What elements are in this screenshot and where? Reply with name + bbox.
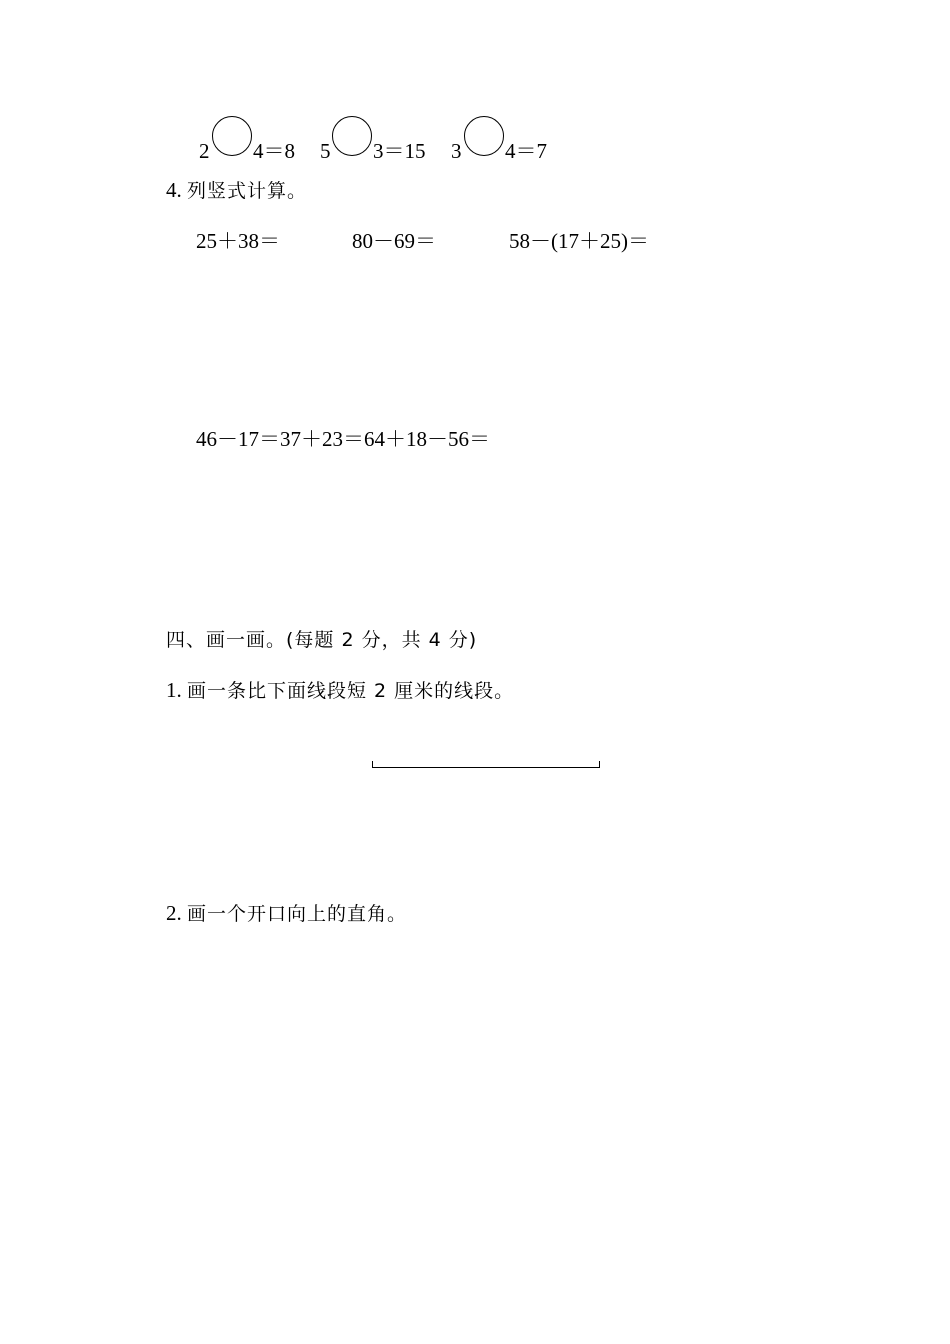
operator-blank-circle-3[interactable]	[464, 116, 504, 156]
question-number: 1	[166, 678, 177, 702]
question-text: 列竖式计算。	[187, 180, 308, 202]
question-text: 画一条比下面线段短 2 厘米的线段。	[187, 680, 515, 702]
question-number-dot: .	[176, 178, 187, 202]
operator-blank-circle-1[interactable]	[212, 116, 252, 156]
section-4-question-1	[166, 677, 514, 704]
question-text: 画一个开口向上的直角。	[187, 903, 408, 925]
expr-1-right: 4＝8	[253, 139, 295, 163]
expr-1-left: 2	[199, 139, 210, 163]
operator-blank-circle-2[interactable]	[332, 116, 372, 156]
expr-3-left: 3	[451, 139, 462, 163]
expr-3-right: 4＝7	[505, 139, 547, 163]
reference-line-segment	[372, 761, 600, 768]
question-number-dot: .	[176, 901, 187, 925]
expr-2-left: 5	[320, 139, 331, 163]
question-4-title	[166, 177, 307, 204]
question-number: 4	[166, 178, 177, 202]
equation-1: 25＋38＝	[196, 229, 280, 253]
section-4-heading: 四、画一画。(每题 2 分，共 4 分)	[166, 629, 478, 651]
section-4-question-2	[166, 900, 407, 927]
question-number-dot: .	[176, 678, 187, 702]
expr-2-right: 3＝15	[373, 139, 426, 163]
equation-row-2: 46－17＝37＋23＝64＋18－56＝	[196, 427, 490, 451]
equation-3: 58－(17＋25)＝	[509, 229, 649, 253]
question-number: 2	[166, 901, 177, 925]
equation-2: 80－69＝	[352, 229, 436, 253]
